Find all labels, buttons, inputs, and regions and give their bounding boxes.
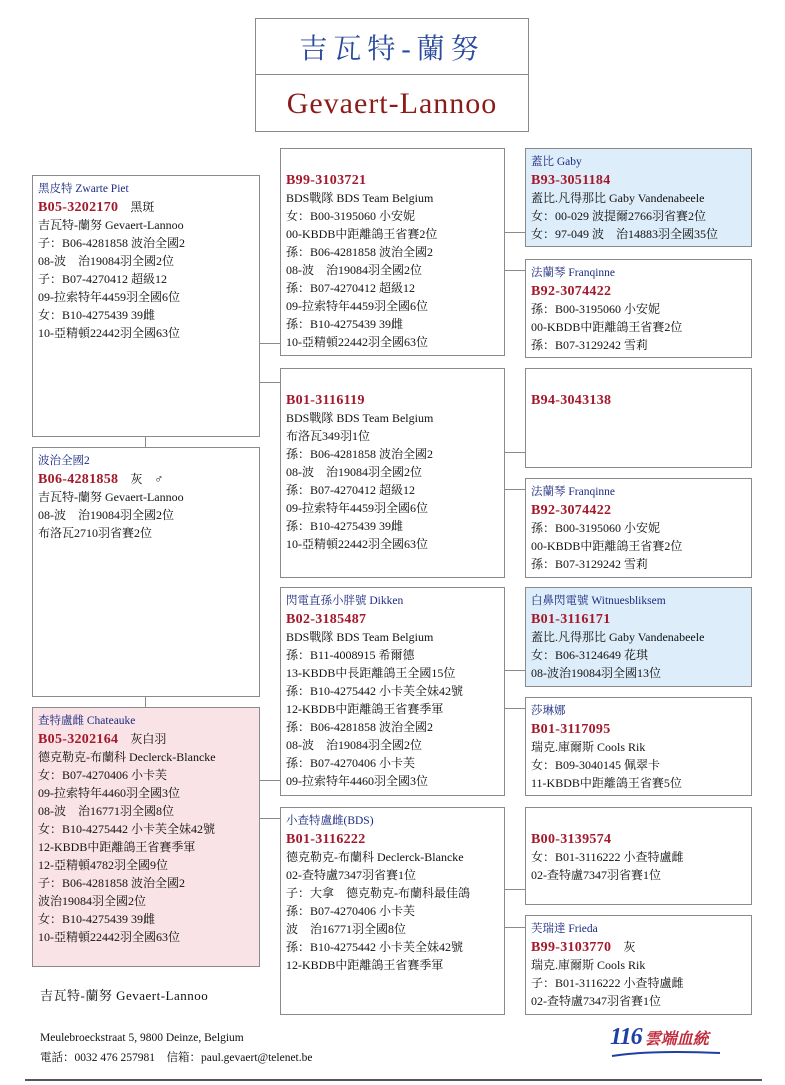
ring-line xyxy=(286,171,500,189)
record-line: 女：B10-4275439 39雌 xyxy=(38,308,156,322)
ring-number: B93-3051184 xyxy=(531,173,611,188)
bottom-divider xyxy=(25,1079,762,1081)
record-line: 08-波 治19084羽全國2位 xyxy=(286,465,422,479)
record-line: 瑞克.庫爾斯 Cools Rik xyxy=(531,740,646,754)
pigeon-name: 莎琳娜 xyxy=(531,705,566,717)
record-line: 子：B07-4270412 超級12 xyxy=(38,272,168,286)
pigeon-name: 小查特盧雌(BDS) xyxy=(286,815,374,827)
record-line: 女：B10-4275439 39雌 xyxy=(38,912,156,926)
pigeon-name: 法蘭琴 Franqinne xyxy=(531,267,616,279)
record-line: 08-波治19084羽全國13位 xyxy=(531,666,661,680)
logo xyxy=(610,1024,730,1058)
record-line: 孫：B07-3129242 雪莉 xyxy=(531,338,649,352)
record-line: 08-波 治19084羽全國2位 xyxy=(286,738,422,752)
record-line: 09-拉索特年4460羽全國3位 xyxy=(286,774,428,788)
connector-line xyxy=(260,382,280,383)
ring-line xyxy=(531,610,747,628)
breeder-contact: 電話：0032 476 257981 信箱：paul.gevaert@telenet.be xyxy=(40,1052,313,1064)
record-line: 孫：B06-4281858 波治全國2 xyxy=(286,245,434,259)
record-line: 11-KBDB中距離鴿王省賽5位 xyxy=(531,776,682,790)
ring-number: B02-3185487 xyxy=(286,612,367,627)
ring-number: B05-3202164 xyxy=(38,732,119,747)
pigeon-name xyxy=(286,153,500,171)
record-line: 女：B00-3195060 小安妮 xyxy=(286,209,416,223)
record-line: 13-KBDB中長距離鴿王全國15位 xyxy=(286,666,456,680)
record-line: 吉瓦特-蘭努 Gevaert-Lannoo xyxy=(38,490,184,504)
record-line: 00-KBDB中距離鴿王省賽2位 xyxy=(531,539,683,553)
ring-line xyxy=(531,391,747,409)
record-line: 孫：B10-4275439 39雌 xyxy=(286,519,404,533)
connector-line xyxy=(505,489,525,490)
ring-line xyxy=(531,938,747,956)
ring-line xyxy=(286,830,500,848)
great-grandparent-card xyxy=(525,915,752,1015)
record-line: 子：B06-4281858 波治全國2 xyxy=(38,876,186,890)
record-line: 12-KBDB中距離鴿王省賽季軍 xyxy=(286,958,444,972)
breeder-name: 吉瓦特-蘭努 Gevaert-Lannoo xyxy=(40,988,209,1003)
record-line: BDS戰隊 BDS Team Belgium xyxy=(286,630,434,644)
record-line: 10-亞精頓22442羽全國63位 xyxy=(286,537,428,551)
record-line: 女：B06-3124649 花琪 xyxy=(531,648,649,662)
plumage-label: 灰 xyxy=(623,940,636,954)
connector-line xyxy=(145,697,146,707)
connector-line xyxy=(505,708,525,709)
connector-line xyxy=(505,452,525,453)
ring-line xyxy=(531,720,747,738)
connector-line xyxy=(505,670,525,671)
record-line: 孫：B06-4281858 波治全國2 xyxy=(286,720,434,734)
record-line: 02-查特盧7347羽省賽1位 xyxy=(531,868,661,882)
record-line: 孫：B07-3129242 雪莉 xyxy=(531,557,649,571)
connector-line xyxy=(505,889,525,890)
record-line: 孫：B07-4270406 小卡芙 xyxy=(286,756,416,770)
record-line: 布洛瓦349羽1位 xyxy=(286,429,371,443)
pigeon-name xyxy=(286,373,500,391)
record-line: 孫：B10-4275442 小卡芙全妹42號 xyxy=(286,684,464,698)
ring-line xyxy=(286,391,500,409)
connector-line xyxy=(260,780,280,781)
record-line: 孫：B10-4275439 39雌 xyxy=(286,317,404,331)
record-line: 09-拉索特年4460羽全國3位 xyxy=(38,786,180,800)
record-line: 12-KBDB中距離鴿王省賽季軍 xyxy=(38,840,196,854)
connector-line xyxy=(505,270,525,271)
sire-card xyxy=(32,175,260,437)
record-line: 德克勒克-布蘭科 Declerck-Blancke xyxy=(38,750,216,764)
record-line: 子：大拿 德克勒克-布蘭科最佳鴿 xyxy=(286,886,470,900)
pedigree-title xyxy=(255,18,529,132)
record-line: 吉瓦特-蘭努 Gevaert-Lannoo xyxy=(38,218,184,232)
sex-symbol: ♂ xyxy=(154,472,164,486)
record-line: 孫：B00-3195060 小安妮 xyxy=(531,302,661,316)
ring-number: B99-3103770 xyxy=(531,940,612,955)
pigeon-name: 白鼻閃電號 Witnuesbliksem xyxy=(531,595,666,607)
record-line: 孫：B06-4281858 波治全國2 xyxy=(286,447,434,461)
ring-line xyxy=(531,282,747,300)
ring-number: B92-3074422 xyxy=(531,503,612,518)
record-line: 孫：B11-4008915 希爾德 xyxy=(286,648,415,662)
record-line: 00-KBDB中距離鴿王省賽2位 xyxy=(286,227,438,241)
record-line: 孫：B10-4275442 小卡芙全妹42號 xyxy=(286,940,464,954)
title-chinese: 吉瓦特-蘭努 xyxy=(256,19,528,75)
plumage-label: 黑斑 xyxy=(130,200,155,214)
connector-line xyxy=(505,927,525,928)
ring-line xyxy=(38,198,255,216)
record-line: BDS戰隊 BDS Team Belgium xyxy=(286,411,434,425)
pigeon-name: 法蘭琴 Franqinne xyxy=(531,486,616,498)
ring-line xyxy=(286,610,500,628)
pigeon-name xyxy=(531,812,747,830)
record-line: 09-拉索特年4459羽全國6位 xyxy=(286,299,428,313)
ring-number: B01-3117095 xyxy=(531,722,611,737)
record-line: 10-亞精頓22442羽全國63位 xyxy=(38,930,180,944)
ring-number: B99-3103721 xyxy=(286,173,367,188)
ring-line xyxy=(531,830,747,848)
record-line: 孫：B00-3195060 小安妮 xyxy=(531,521,661,535)
record-line: 08-波 治19084羽全國2位 xyxy=(38,254,174,268)
ring-line xyxy=(38,470,255,488)
record-line: 12-KBDB中距離鴿王省賽季軍 xyxy=(286,702,444,716)
record-line: 12-亞精頓4782羽全國9位 xyxy=(38,858,168,872)
pigeon-name: 蓋比 Gaby xyxy=(531,156,582,168)
record-line: 女：B07-4270406 小卡芙 xyxy=(38,768,168,782)
record-line: 孫：B07-4270406 小卡芙 xyxy=(286,904,416,918)
pigeon-name: 閃電直孫小胖號 Dikken xyxy=(286,595,404,607)
record-line: 女：00-029 波提爾2766羽省賽2位 xyxy=(531,209,706,223)
record-line: 孫：B07-4270412 超級12 xyxy=(286,281,416,295)
record-line: 波治19084羽全國2位 xyxy=(38,894,147,908)
ring-number: B01-3116119 xyxy=(286,393,365,408)
connector-line xyxy=(260,343,280,344)
record-line: 波 治16771羽全國8位 xyxy=(286,922,407,936)
record-line: 08-波 治19084羽全國2位 xyxy=(286,263,422,277)
title-english: Gevaert-Lannoo xyxy=(286,86,498,120)
connector-line xyxy=(145,437,146,447)
record-line: 02-查特盧7347羽省賽1位 xyxy=(531,994,661,1008)
record-line: 09-拉索特年4459羽全國6位 xyxy=(38,290,180,304)
great-grandparent-card xyxy=(525,148,752,247)
great-grandparent-card xyxy=(525,587,752,687)
record-line: 10-亞精頓22442羽全國63位 xyxy=(286,335,428,349)
record-line: 布洛瓦2710羽省賽2位 xyxy=(38,526,153,540)
record-line: 子：B06-4281858 波治全國2 xyxy=(38,236,186,250)
dam-card xyxy=(32,707,260,967)
great-grandparent-card xyxy=(525,259,752,358)
ring-number: B05-3202170 xyxy=(38,200,119,215)
plumage-label: 灰 xyxy=(130,472,143,486)
record-line: 08-波 治19084羽全國2位 xyxy=(38,508,174,522)
pigeon-name xyxy=(531,373,747,391)
ring-number: B94-3043138 xyxy=(531,393,612,408)
record-line: 09-拉索特年4459羽全國6位 xyxy=(286,501,428,515)
record-line: 女：B09-3040145 佩翠卡 xyxy=(531,758,661,772)
record-line: 瑞克.庫爾斯 Cools Rik xyxy=(531,958,646,972)
connector-line xyxy=(260,818,280,819)
record-line: 女：97-049 波 治14883羽全國35位 xyxy=(531,227,718,241)
pigeon-name: 芙瑞達 Frieda xyxy=(531,923,598,935)
great-grandparent-card xyxy=(525,478,752,578)
ring-number: B06-4281858 xyxy=(38,472,119,487)
ring-line xyxy=(531,171,747,189)
record-line: 女：B01-3116222 小查特盧雌 xyxy=(531,850,684,864)
plumage-label: 灰白羽 xyxy=(130,732,167,746)
ring-line xyxy=(531,501,747,519)
record-line: 00-KBDB中距離鴿王省賽2位 xyxy=(531,320,683,334)
maternal-granddam-card xyxy=(280,807,505,1015)
pigeon-name: 波治全國2 xyxy=(38,455,90,467)
great-grandparent-card xyxy=(525,697,752,796)
subject-pigeon-card xyxy=(32,447,260,697)
paternal-granddam-card xyxy=(280,368,505,578)
record-line: 德克勒克-布蘭科 Declerck-Blancke xyxy=(286,850,464,864)
pigeon-name: 查特盧雌 Chateauke xyxy=(38,715,136,727)
paternal-grandsire-card xyxy=(280,148,505,356)
logo-swoosh-icon xyxy=(610,1050,722,1058)
logo-text: 雲端血統 xyxy=(644,1031,709,1048)
record-line: 孫：B07-4270412 超級12 xyxy=(286,483,416,497)
ring-line xyxy=(38,730,255,748)
pigeon-name: 黑皮特 Zwarte Piet xyxy=(38,183,129,195)
record-line: 02-查特盧7347羽省賽1位 xyxy=(286,868,416,882)
ring-number: B92-3074422 xyxy=(531,284,612,299)
record-line: 蓋比.凡得那比 Gaby Vandenabeele xyxy=(531,191,705,205)
record-line: 10-亞精頓22442羽全國63位 xyxy=(38,326,180,340)
breeder-address: Meulebroeckstraat 5, 9800 Deinze, Belgium xyxy=(40,1032,244,1044)
ring-number: B01-3116222 xyxy=(286,832,366,847)
great-grandparent-card xyxy=(525,807,752,905)
ring-number: B00-3139574 xyxy=(531,832,612,847)
record-line: 女：B10-4275442 小卡芙全妹42號 xyxy=(38,822,216,836)
logo-number: 116 xyxy=(610,1024,642,1050)
record-line: 子：B01-3116222 小查特盧雌 xyxy=(531,976,684,990)
record-line: 蓋比.凡得那比 Gaby Vandenabeele xyxy=(531,630,705,644)
record-line: BDS戰隊 BDS Team Belgium xyxy=(286,191,434,205)
great-grandparent-card xyxy=(525,368,752,468)
record-line: 08-波 治16771羽全國8位 xyxy=(38,804,174,818)
maternal-grandsire-card xyxy=(280,587,505,796)
ring-number: B01-3116171 xyxy=(531,612,611,627)
connector-line xyxy=(505,232,525,233)
